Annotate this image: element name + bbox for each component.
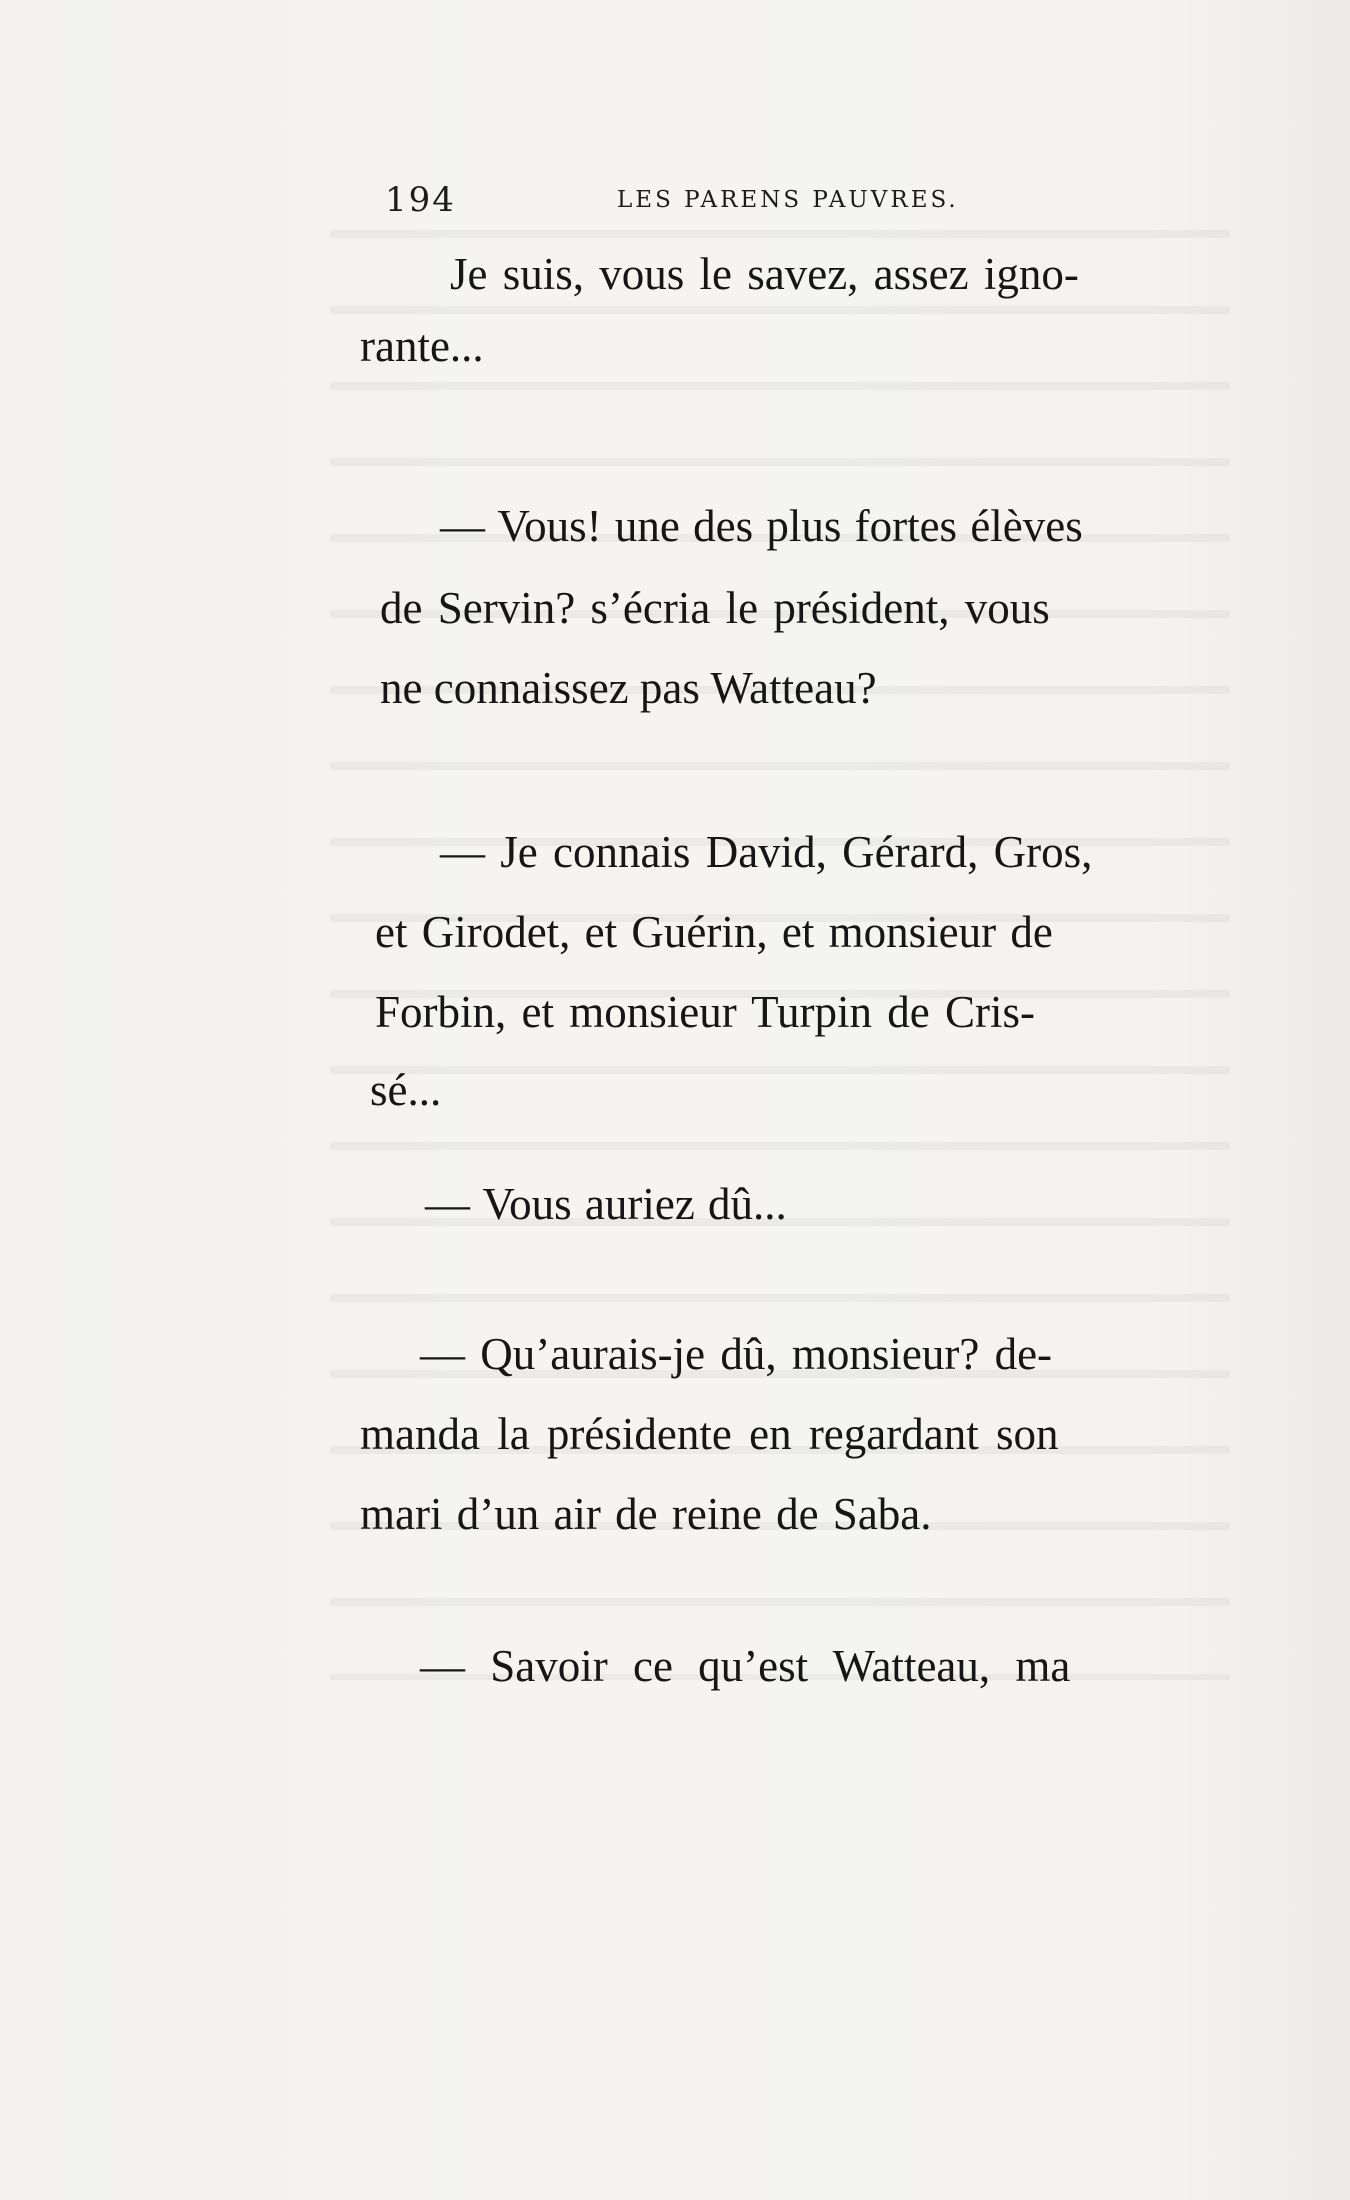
- text-line: manda la présidente en regardant son: [360, 1409, 1059, 1459]
- text-line: et Girodet, et Guérin, et monsieur de: [375, 907, 1053, 957]
- running-title: LES PARENS PAUVRES.: [617, 187, 959, 213]
- text-line: mari d’un air de reine de Saba.: [360, 1489, 932, 1539]
- text-line: rante...: [360, 321, 484, 371]
- text-line: Forbin, et monsieur Turpin de Cris-: [375, 987, 1036, 1037]
- text-line: — Qu’aurais-je dû, monsieur? de-: [420, 1329, 1053, 1379]
- text-line: — Vous auriez dû...: [425, 1179, 787, 1229]
- text-line: — Vous! une des plus fortes élèves: [440, 501, 1083, 551]
- text-line: — Je connais David, Gérard, Gros,: [440, 827, 1093, 877]
- text-line: Je suis, vous le savez, assez igno-: [450, 249, 1079, 299]
- text-line: sé...: [370, 1065, 442, 1115]
- page-number: 194: [385, 180, 456, 220]
- text-line: de Servin? s’écria le président, vous: [380, 583, 1050, 633]
- text-line: ne connaissez pas Watteau?: [380, 663, 877, 713]
- text-line: — Savoir ce qu’est Watteau, ma: [420, 1641, 1071, 1691]
